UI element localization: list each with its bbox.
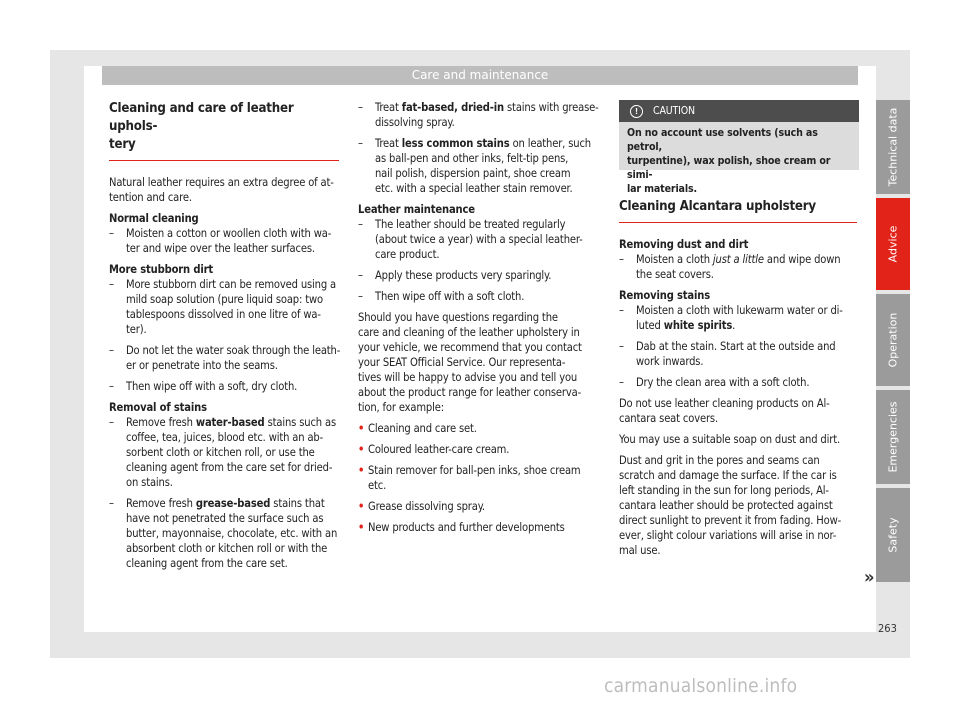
- list-item: – Then wipe off with a soft cloth.: [358, 289, 602, 304]
- column-middle: [358, 100, 602, 541]
- text-run: on leather, such as ball-pen and other inks, felt-tip pens, nail polish, dispersion paint, shoe cream etc. with a special leather stain remover.: [375, 137, 591, 195]
- text-run: stains that have not penetrated the surface such as butter, mayonnaise, chocolate, etc. with an absorbent cloth or kitchen roll or with the cleaning agent from the care set.: [126, 497, 338, 570]
- list-item: – Apply these products very sparingly.: [358, 268, 602, 283]
- paragraph: Do not use leather cleaning products on Al- cantara seat covers.: [619, 397, 830, 425]
- exclamation-icon: !: [630, 105, 643, 118]
- leather-maintenance-heading: Leather maintenance: [358, 203, 475, 216]
- paragraph: Dust and grit in the pores and seams can scratch and damage the surface. If the car is left standing in the sun for long periods, Al- cantara leather should be protected against direct sunlight to prevent it from fading. How- ever, slight colour variations will arise in nor- mal use.: [619, 454, 842, 557]
- list-item: – The leather should be treated regularly (about twice a year) with a special leather- care product.: [358, 217, 602, 262]
- tab-label: Operation: [886, 312, 900, 368]
- section-title-wrapper: [619, 198, 857, 223]
- list-item: – Do not let the water soak through the leath- er or penetrate into the seams.: [109, 343, 343, 373]
- text-bold: white spirits: [663, 319, 733, 332]
- text-run: stains such as coffee, tea, juices, blood etc. with an ab- sorbent cloth or kitchen roll, or use the cleaning agent from the care set for dried- on stains.: [126, 416, 336, 489]
- text-bold: less common stains: [401, 137, 510, 150]
- list-item: [109, 415, 343, 490]
- text-run: Moisten a cloth: [636, 253, 713, 266]
- tab-operation[interactable]: [876, 294, 910, 386]
- bullet-item: • Coloured leather-care cream.: [358, 442, 602, 457]
- text-bold: grease-based: [195, 497, 271, 510]
- bullet-item: • Grease dissolving spray.: [358, 499, 602, 514]
- text-run: Remove fresh: [126, 497, 196, 510]
- text-run: and wipe down the seat covers.: [636, 253, 841, 281]
- text-bold: water-based: [195, 416, 265, 429]
- tab-label: Safety: [886, 517, 900, 553]
- watermark: carmanualsonline.info: [604, 675, 798, 697]
- tab-technical-data[interactable]: [876, 100, 910, 194]
- text-italic: just a little: [712, 253, 764, 266]
- caution-label: CAUTION: [653, 105, 695, 117]
- section-title-leather: Cleaning and care of leather uphols- tery: [109, 101, 294, 152]
- removing-dust-heading: Removing dust and dirt: [619, 238, 749, 251]
- column-left: [109, 100, 343, 577]
- page-header: Care and maintenance: [102, 66, 858, 85]
- service-paragraph: Should you have questions regarding the care and cleaning of the leather upholstery in your vehicle, we recommend that you contact your SEAT Official Service. Our representa- tives will be happy to advise you and tell you about the product range for leather conserva- tion, for example:: [358, 311, 582, 414]
- text-bold: fat-based, dried-in: [401, 101, 504, 114]
- caution-box: [619, 100, 859, 195]
- column-right: [619, 100, 861, 564]
- intro-paragraph: Natural leather requires an extra degree of at- tention and care.: [109, 176, 334, 204]
- caution-text: On no account use solvents (such as petrol, turpentine), wax polish, shoe cream or simi- lar materials.: [627, 127, 831, 195]
- list-item: – More stubborn dirt can be removed using a mild soap solution (pure liquid soap: two tablespoons dissolved in one litre of wa- ter).: [109, 277, 343, 337]
- tab-advice[interactable]: [876, 198, 910, 290]
- tab-emergencies[interactable]: [876, 390, 910, 484]
- section-title-alcantara: Cleaning Alcantara upholstery: [619, 199, 816, 214]
- list-item: [619, 252, 861, 282]
- text-run: stains with grease- dissolving spray.: [375, 101, 599, 129]
- caution-header: [619, 100, 859, 122]
- page-number: 263: [878, 622, 897, 635]
- tab-safety[interactable]: [876, 488, 910, 582]
- list-item: – Moisten a cotton or woollen cloth with wa- ter and wipe over the leather surfaces.: [109, 226, 343, 256]
- stubborn-dirt-heading: More stubborn dirt: [109, 263, 213, 276]
- paragraph: You may use a suitable soap on dust and dirt.: [619, 433, 840, 446]
- tab-label: Advice: [886, 225, 900, 263]
- list-item: [358, 100, 602, 130]
- tab-label: Technical data: [886, 107, 900, 187]
- list-item: – Dab at the stain. Start at the outside and work inwards.: [619, 339, 861, 369]
- continue-arrow-icon: »: [864, 567, 875, 588]
- bullet-item: • New products and further developments: [358, 520, 602, 535]
- bullet-item: • Stain remover for ball-pen inks, shoe cream etc.: [358, 463, 602, 493]
- list-item: – Dry the clean area with a soft cloth.: [619, 375, 861, 390]
- list-item: [619, 303, 861, 333]
- list-item: – Then wipe off with a soft, dry cloth.: [109, 379, 343, 394]
- text-run: Moisten a cloth with lukewarm water or di- luted: [636, 304, 843, 332]
- section-title-wrapper: [109, 100, 339, 161]
- removing-stains-heading: Removing stains: [619, 289, 711, 302]
- list-item: [109, 496, 343, 571]
- normal-cleaning-heading: Normal cleaning: [109, 212, 199, 225]
- removal-stains-heading: Removal of stains: [109, 401, 207, 414]
- text-run: .: [732, 319, 736, 332]
- text-run: Treat: [375, 101, 402, 114]
- text-run: Treat: [375, 137, 402, 150]
- bullet-item: • Cleaning and care set.: [358, 421, 602, 436]
- text-run: Remove fresh: [126, 416, 196, 429]
- list-item: [358, 136, 602, 196]
- tab-label: Emergencies: [886, 401, 900, 473]
